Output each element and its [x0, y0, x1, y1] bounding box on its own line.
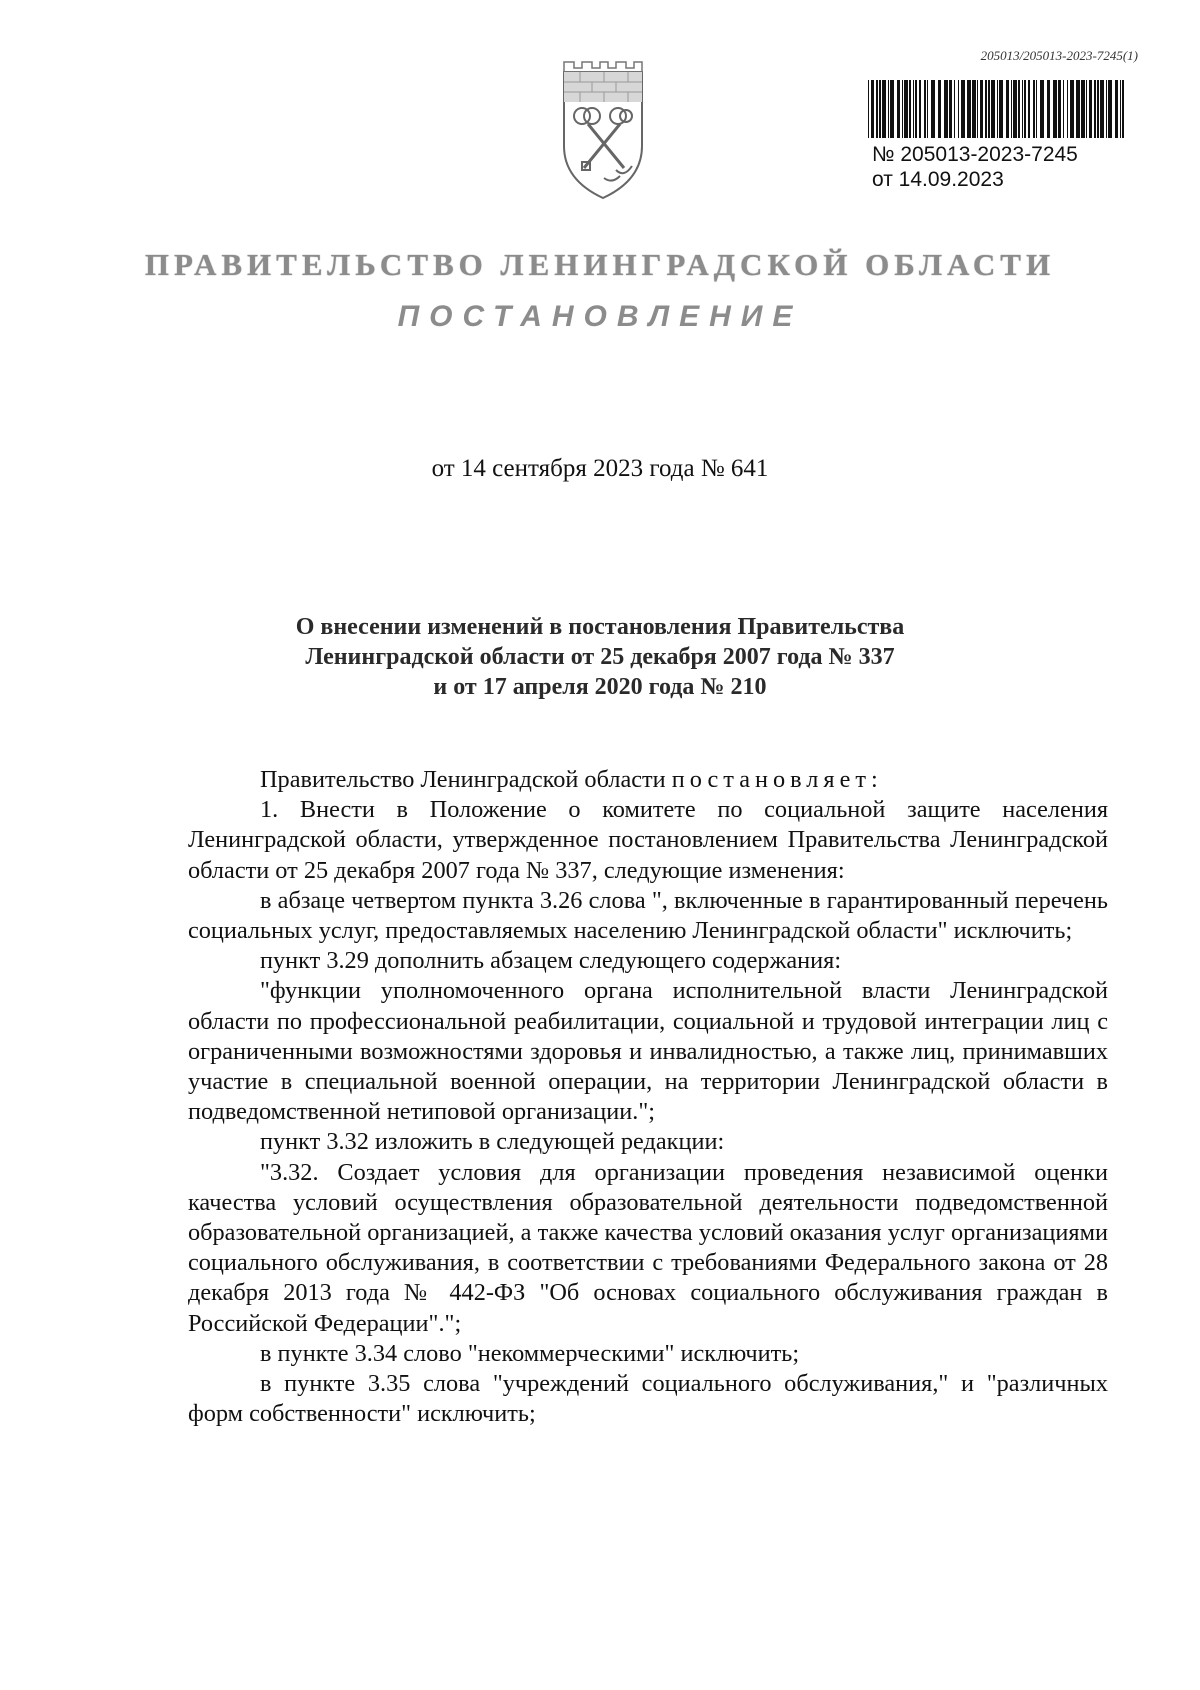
intro-verb: постановляет:: [671, 766, 883, 793]
barcode-bar: [980, 80, 983, 138]
barcode-bar: [913, 80, 914, 138]
barcode-bar: [988, 80, 990, 138]
barcode-bar: [890, 80, 894, 138]
barcode-bar: [879, 80, 881, 138]
leningrad-oblast-coat-of-arms-icon: [560, 58, 646, 202]
barcode-bar: [1018, 80, 1020, 138]
barcode-bar: [938, 80, 941, 138]
body-paragraph: в пункте 3.34 слово "некоммерческими" исключить;: [260, 1339, 800, 1367]
resolution-subject: [0, 612, 1200, 702]
barcode-bar: [1097, 80, 1099, 138]
barcode-bar: [876, 80, 878, 138]
barcode-bar: [967, 80, 971, 138]
barcode-bar: [1058, 80, 1061, 138]
barcode-bar: [1120, 80, 1121, 138]
barcode-bar: [888, 80, 889, 138]
barcode-bar: [1070, 80, 1074, 138]
barcode-bar: [958, 80, 959, 138]
barcode-bar: [1106, 80, 1107, 138]
barcode-bar: [1036, 80, 1037, 138]
barcode-bar: [1047, 80, 1050, 138]
registration-number: № 205013-2023-7245: [872, 143, 1078, 166]
barcode-bar: [985, 80, 987, 138]
barcode-bar: [1011, 80, 1012, 138]
barcode-bar: [1013, 80, 1017, 138]
barcode-bar: [915, 80, 917, 138]
barcode-bar: [871, 80, 874, 138]
barcode-bar: [1100, 80, 1104, 138]
body-paragraph: 1. Внести в Положение о комитете по социальной защите населения Ленинградской области, утвержденное постановлением Правительства Ленинградской области от 25 декабря 2007 года № 337, следующие изменения:: [188, 796, 1108, 884]
barcode-bar: [868, 80, 869, 138]
barcode-bar: [1028, 80, 1030, 138]
barcode-bar: [909, 80, 911, 138]
intro-paragraph: [188, 765, 1108, 795]
resolution-body: [188, 765, 1108, 1429]
barcode-bar: [1076, 80, 1080, 138]
barcode-bar: [944, 80, 948, 138]
registration-date: от 14.09.2023: [872, 168, 1004, 191]
barcode-bar: [1086, 80, 1087, 138]
body-paragraph: "функции уполномоченного органа исполнительной власти Ленинградской области по профессиональной реабилитации, социальной и трудовой интеграции лиц с ограниченными возможностями здоровья и инвалидностью, а также лиц, принимавших участие в специальной военной операции, на территории Ленинградской области в подведомственной нетиповой организации.";: [188, 977, 1108, 1126]
barcode-bar: [931, 80, 935, 138]
barcode-bar: [1006, 80, 1009, 138]
barcode-bar: [1033, 80, 1035, 138]
body-paragraph: "3.32. Создает условия для организации проведения независимой оценки качества условий осуществления образовательной деятельности подведомственной образовательной организацией, а также качества условий оказания услуг организациями социального обслуживания, в соответствии с требованиями Федерального закона от 28 декабря 2013 года № 442-ФЗ "Об основах социального обслуживания граждан в Российской Федерации".";: [188, 1158, 1108, 1337]
body-paragraph: в пункте 3.35 слова "учреждений социального обслуживания," и "различных форм собственности" исключить;: [188, 1370, 1108, 1428]
barcode-bar: [977, 80, 978, 138]
barcode-bar: [1040, 80, 1044, 138]
barcode-bar: [882, 80, 886, 138]
body-paragraph: в абзаце четвертом пункта 3.26 слова ", включенные в гарантированный перечень социальных услуг, предоставляемых населению Ленинградской области" исключить;: [188, 886, 1108, 945]
barcode-bar: [904, 80, 908, 138]
intro-text: Правительство Ленинградской области: [260, 766, 672, 793]
barcode-bar: [1022, 80, 1023, 138]
barcode-bar: [1053, 80, 1057, 138]
barcode-bar: [972, 80, 976, 138]
resolution-date-number: от 14 сентября 2023 года № 641: [431, 455, 769, 482]
barcode-bar: [997, 80, 998, 138]
barcode-bar: [954, 80, 955, 138]
government-title: ПРАВИТЕЛЬСТВО ЛЕНИНГРАДСКОЙ ОБЛАСТИ: [144, 247, 1056, 282]
barcode-bar: [1122, 80, 1124, 138]
barcode-bar: [1063, 80, 1064, 138]
document-type-title: ПОСТАНОВЛЕНИЕ: [397, 300, 803, 333]
barcode-bar: [1115, 80, 1118, 138]
barcode-bar: [902, 80, 903, 138]
barcode-bar: [961, 80, 965, 138]
body-paragraph: пункт 3.32 изложить в следующей редакции:: [260, 1128, 725, 1156]
barcode-bar: [1089, 80, 1092, 138]
barcode-bar: [919, 80, 921, 138]
barcode-bar: [949, 80, 952, 138]
registration-stamp: [868, 80, 1130, 192]
barcode-bar: [1108, 80, 1112, 138]
subject-line: О внесении изменений в постановления Правительства: [295, 614, 905, 640]
barcode-bar: [927, 80, 928, 138]
barcode-bar: [991, 80, 995, 138]
body-paragraph: пункт 3.29 дополнить абзацем следующего содержания:: [260, 947, 842, 975]
barcode-bar: [1094, 80, 1096, 138]
barcode-bar: [924, 80, 926, 138]
barcode-bar: [1081, 80, 1085, 138]
subject-line: и от 17 апреля 2020 года № 210: [433, 674, 767, 700]
barcode-icon: [868, 80, 1126, 138]
subject-line: Ленинградской области от 25 декабря 2007 года № 337: [305, 644, 895, 670]
barcode-bar: [1024, 80, 1026, 138]
barcode-bar: [897, 80, 900, 138]
barcode-bar: [1067, 80, 1068, 138]
document-index-code: 205013/205013-2023-7245(1): [980, 48, 1138, 63]
barcode-bar: [999, 80, 1003, 138]
